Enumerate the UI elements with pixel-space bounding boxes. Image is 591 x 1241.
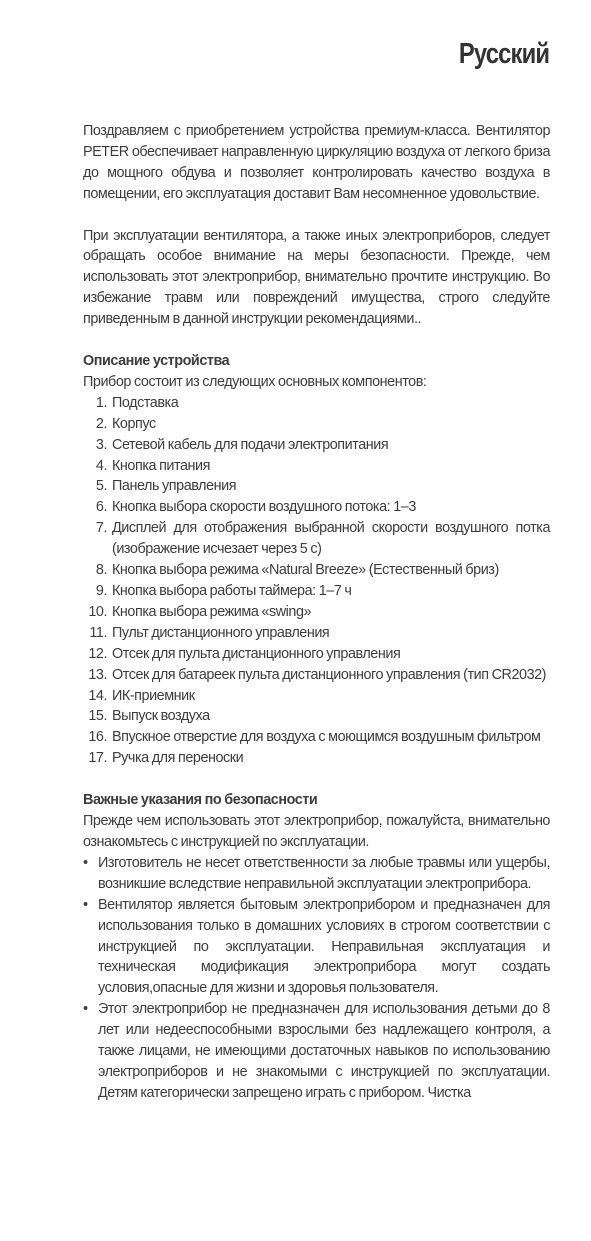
manual-body bbox=[83, 121, 550, 1104]
safety-intro: Прежде чем использовать этот электроприбор, пожалуйста, внимательно ознакомьтесь с инструкцией по эксплуатации. bbox=[83, 813, 550, 850]
component-label: Выпуск воздуха bbox=[112, 708, 210, 725]
component-label: Панель управления bbox=[112, 478, 237, 495]
bullet-icon: • bbox=[83, 854, 88, 871]
component-item bbox=[83, 435, 550, 456]
component-number: 8. bbox=[95, 562, 107, 579]
component-label: Подставка bbox=[112, 394, 179, 411]
components-list bbox=[83, 393, 550, 769]
component-label: Отсек для батареек пульта дистанционного управления (тип CR2032) bbox=[112, 666, 547, 683]
component-label: Кнопка выбора режима «swing» bbox=[112, 603, 312, 620]
component-label: Кнопка выбора скорости воздушного потока: 1–3 bbox=[112, 499, 416, 516]
component-label: Корпус bbox=[112, 415, 156, 432]
safety-item bbox=[83, 895, 550, 1000]
component-item bbox=[83, 560, 550, 581]
page-language-title: Русский bbox=[458, 38, 549, 70]
component-item bbox=[83, 518, 550, 560]
component-number: 10. bbox=[88, 603, 107, 620]
component-item bbox=[83, 686, 550, 707]
component-number: 6. bbox=[95, 499, 107, 516]
component-number: 3. bbox=[95, 436, 107, 453]
component-number: 17. bbox=[88, 750, 107, 767]
component-item bbox=[83, 602, 550, 623]
description-intro: Прибор состоит из следующих основных компонентов: bbox=[83, 373, 427, 390]
component-label: Отсек для пульта дистанционного управления bbox=[112, 645, 401, 662]
component-item bbox=[83, 456, 550, 477]
component-label: Кнопка выбора режима «Natural Breeze» (Естественный бриз) bbox=[112, 562, 499, 579]
description-heading: Описание устройства bbox=[83, 353, 230, 370]
component-number: 5. bbox=[95, 478, 107, 495]
safety-item-text: Вентилятор является бытовым электроприбором и предназначен для использования только в домашних условиях в строгом соответствии с инструкцией по эксплуатации. Неправильная эксплуатация и техническая модификация электроприбора могут создать условия,опасные для жизни и здоровья пользователя. bbox=[98, 896, 550, 997]
component-item bbox=[83, 414, 550, 435]
component-item bbox=[83, 581, 550, 602]
component-number: 11. bbox=[89, 624, 107, 641]
component-item bbox=[83, 644, 550, 665]
component-item bbox=[83, 727, 550, 748]
component-number: 4. bbox=[95, 457, 107, 474]
component-item bbox=[83, 706, 550, 727]
component-number: 2. bbox=[95, 415, 107, 432]
safety-item bbox=[83, 999, 550, 1104]
component-number: 9. bbox=[95, 583, 107, 600]
component-item bbox=[83, 497, 550, 518]
component-item bbox=[83, 393, 550, 414]
component-number: 12. bbox=[88, 645, 107, 662]
bullet-icon: • bbox=[83, 1001, 88, 1018]
safety-list bbox=[83, 853, 550, 1104]
component-number: 1. bbox=[95, 394, 107, 411]
safety-heading: Важные указания по безопасности bbox=[83, 792, 318, 809]
intro-paragraph-2: При эксплуатации вентилятора, а также иных электроприборов, следует обращать особое внимание на меры безопасности. Прежде, чем использовать этот электроприбор, внимательно прочтите инструкцию. Во избежание травм или повреждений имущества, строго следуйте приведенным в данной инструкции рекомендациями.. bbox=[83, 227, 550, 328]
component-label: Впускное отверстие для воздуха с моющимся воздушным фильтром bbox=[112, 729, 541, 746]
component-item bbox=[83, 665, 550, 686]
component-number: 16. bbox=[88, 729, 107, 746]
component-label: ИК-приемник bbox=[112, 687, 195, 704]
component-label: Кнопка выбора работы таймера: 1–7 ч bbox=[112, 583, 352, 600]
component-label: Дисплей для отображения выбранной скорости воздушного потка (изображение исчезает через 5 с) bbox=[112, 520, 550, 558]
intro-paragraph-1: Поздравляем с приобретением устройства премиум-класса. Вентилятор PETER обеспечивает направленную циркуляцию воздуха от легкого бриза до мощного обдува и позволяет контролировать качество воздуха в помещении, его эксплуатация доставит Вам несомненное удовольствие. bbox=[83, 123, 550, 202]
component-item bbox=[83, 476, 550, 497]
bullet-icon: • bbox=[83, 896, 88, 913]
safety-item-text: Изготовитель не несет ответственности за любые травмы или ущербы, возникшие вследствие неправильной эксплуатации электроприбора. bbox=[98, 854, 550, 892]
component-number: 7. bbox=[95, 520, 107, 537]
component-label: Кнопка питания bbox=[112, 457, 210, 474]
component-number: 14. bbox=[88, 687, 107, 704]
component-label: Ручка для переноски bbox=[112, 750, 244, 767]
safety-item bbox=[83, 853, 550, 895]
component-item bbox=[83, 748, 550, 769]
safety-item-text: Этот электроприбор не предназначен для использования детьми до 8 лет или недееспособными взрослыми без надлежащего контроля, а также лицами, не имеющими достаточных навыков по использованию электроприборов и не знакомыми с инструкцией по эксплуатации. Детям категорически запрещено играть с прибором. Чистка bbox=[98, 1001, 550, 1101]
component-number: 15. bbox=[88, 708, 107, 725]
component-label: Пульт дистанционного управления bbox=[112, 624, 330, 641]
component-item bbox=[83, 623, 550, 644]
component-number: 13. bbox=[88, 666, 107, 683]
component-label: Сетевой кабель для подачи электропитания bbox=[112, 436, 389, 453]
